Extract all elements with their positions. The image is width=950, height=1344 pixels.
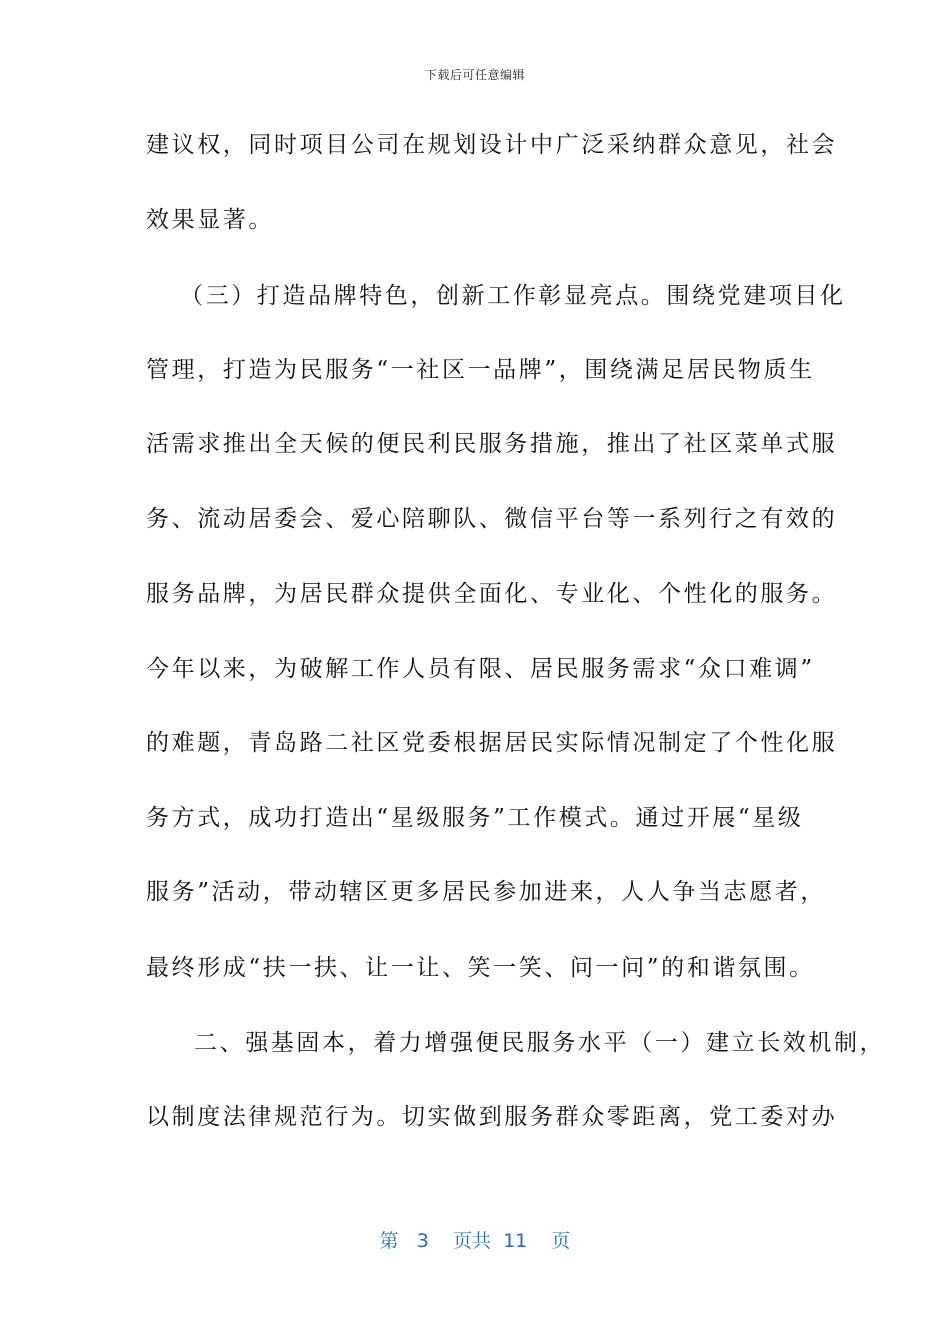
paragraph-line: 最终形成“扶一扶、让一让、笑一笑、问一问”的和谐氛围。 (146, 955, 815, 981)
paragraph-line: 管理，打造为民服务“一社区一品牌”，围绕满足居民物质生 (146, 357, 815, 383)
paragraph-line: 今年以来，为破解工作人员有限、居民服务需求“众口难调” (146, 656, 815, 682)
paragraph-line: 以制度法律规范行为。切实做到服务群众零距离，党工委对办 (146, 1104, 838, 1130)
paragraph-line: 建议权，同时项目公司在规划设计中广泛采纳群众意见，社会 (146, 132, 838, 158)
paragraph-line: 务方式，成功打造出“星级服务”工作模式。通过开展“星级 (146, 805, 804, 831)
paragraph-line: 服务品牌，为居民群众提供全面化、专业化、个性化的服务。 (146, 581, 838, 607)
page-number-footer (0, 1226, 950, 1253)
paragraph-line: 服务”活动，带动辖区更多居民参加进来，人人争当志愿者， (146, 879, 826, 905)
paragraph-line: 务、流动居委会、爱心陪聊队、微信平台等一系列行之有效的 (146, 506, 838, 532)
paragraph-line: （三）打造品牌特色，创新工作彰显亮点。围绕党建项目化 (180, 283, 846, 309)
footer-middle: 页共 (452, 1230, 491, 1252)
paragraph-line: 效果显著。 (146, 207, 274, 233)
page-header: 下载后可任意编辑 (424, 68, 525, 82)
paragraph-line: 二、强基固本，着力增强便民服务水平（一）建立长效机制， (194, 1030, 886, 1056)
footer-suffix: 页 (551, 1230, 571, 1252)
current-page-number: 3 (416, 1230, 429, 1252)
footer-prefix: 第 (379, 1230, 399, 1252)
paragraph-line: 的难题，青岛路二社区党委根据居民实际情况制定了个性化服 (146, 730, 838, 756)
paragraph-line: 活需求推出全天候的便民利民服务措施，推出了社区菜单式服 (146, 431, 838, 457)
total-pages-number: 11 (503, 1230, 528, 1252)
